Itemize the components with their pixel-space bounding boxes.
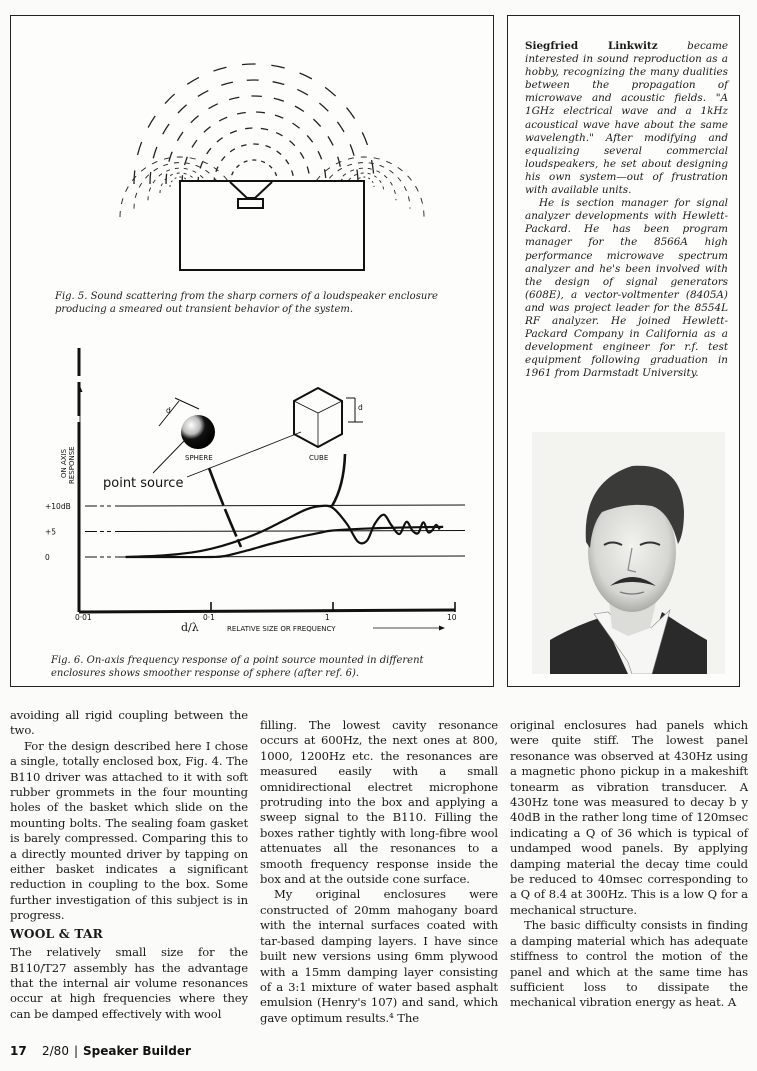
y-tick-label: 0 xyxy=(45,553,50,562)
x-tick-label: 1 xyxy=(325,613,330,622)
sphere-d-label: d xyxy=(166,406,171,415)
author-photo xyxy=(532,432,725,674)
cube-illustration xyxy=(294,388,363,462)
page-footer xyxy=(10,1044,191,1058)
loudspeaker-enclosure xyxy=(180,181,364,270)
reference-lines xyxy=(85,505,465,557)
fig5-caption: Fig. 5. Sound scattering from the sharp corners of a loudspeaker enclosure producing a smeared out transient behavior of the system. xyxy=(55,291,438,315)
y-label-line2: RESPONSE xyxy=(68,446,76,484)
driver-magnet xyxy=(238,199,263,208)
col1-paragraph-2: For the design described here I chose a single, totally enclosed box, Fig. 4. The B110 driver was attached to it with soft rubber grommets in the four mounting holes of the basket which slide on the mounting bolts. The sealing foam gasket is barely compressed. Comparing this to a directly mounted driver by tapping on either basket indicates a significant reduction in coupling to the box. Some further investigation of this subject is in progress. xyxy=(10,738,248,923)
sphere-icon xyxy=(181,415,215,449)
cube-label: CUBE xyxy=(309,454,329,462)
sphere-illustration xyxy=(159,398,215,462)
cube-pointer xyxy=(332,454,345,506)
page-number: 17 xyxy=(10,1044,27,1058)
figure-6 xyxy=(11,336,495,646)
wavefront-arc xyxy=(166,96,342,184)
issue-date: 2/80 xyxy=(42,1044,69,1058)
sphere-label: SPHERE xyxy=(185,454,213,462)
x-axis xyxy=(79,610,455,612)
bio-paragraph-2: He is section manager for signal analyzer developments with Hewlett-Packard. He has been program manager for the 8566A high performance microwave spectrum analyzer and he's been involved with the design of signal generators (608E), a vector-voltmenter (8405A) and was project leader for the 8554L RF analyzer. He joined Hewlett-Packard Company in California as a development engineer for r.f. test equipment following graduation in 1961 from Darmstadt University. xyxy=(525,197,728,380)
figure-5 xyxy=(11,16,495,336)
y-tick-label: +5 xyxy=(45,527,57,537)
point-source-label: point source xyxy=(103,476,184,491)
point-source-leader-sphere xyxy=(153,440,185,473)
x-label-text: RELATIVE SIZE OR FREQUENCY xyxy=(227,625,336,633)
wavefront-arc xyxy=(182,112,326,184)
author-bio-panel xyxy=(507,15,740,687)
y-label-line1: ON AXIS xyxy=(60,448,68,478)
x-tick-label: 0·1 xyxy=(203,613,215,622)
wavefront-arc xyxy=(134,64,374,184)
y-axis-label xyxy=(60,446,76,484)
footer-separator: | xyxy=(73,1044,78,1058)
col1-paragraph-1: avoiding all rigid coupling between the two. xyxy=(10,708,248,738)
article-column-2 xyxy=(260,718,498,1026)
author-name: Siegfried Linkwitz xyxy=(525,40,658,52)
figure-panel xyxy=(10,15,494,687)
section-heading: WOOL & TAR xyxy=(10,926,103,941)
fig5-diagram xyxy=(11,16,495,286)
x-tick-label: 0·01 xyxy=(75,613,92,622)
col3-paragraph-1: original enclosures had panels which were quite stiff. The lowest panel resonance was observed at 430Hz using a magnetic phono pickup in a makeshift tonearm as vibration transducer. A 430Hz tone was measured to decay b y 40dB in the rather long time of 120msec indicating a Q of 36 which is typical of undamped wood panels. By applying damping material the decay time could be reduced to 40msec corresponding to a Q of 8.4 at 300Hz. This is a low Q for a mechanical structure. xyxy=(510,718,748,917)
portrait-image xyxy=(532,432,725,674)
article-column-1 xyxy=(10,708,248,1022)
col2-paragraph-2: My original enclosures were constructed of 20mm mahogany board with the internal surfaces coated with tar-based damping layers. I have since built new versions using 6mm plywood with a 15mm damping layer consisting of a 3:1 mixture of water based asphalt emulsion (Henry's 107) and sand, which gave optimum results.⁴ The xyxy=(260,887,498,1025)
fig6-caption: Fig. 6. On-axis frequency response of a point source mounted in different enclosures shows smoother response of sphere (after ref. 6). xyxy=(51,655,424,679)
article-column-3 xyxy=(510,718,748,1011)
magazine-title: Speaker Builder xyxy=(83,1044,191,1058)
sphere-pointer xyxy=(209,468,241,547)
reference-line xyxy=(115,505,465,506)
author-bio xyxy=(525,40,728,380)
x-tick-label: 10 xyxy=(447,613,457,622)
bio-paragraph-1-text: became interested in sound reproduction as a hobby, recognizing the many dualities between the propagation of microwave and acoustic fields. "A 1GHz electrical wave and a 1kHz acoustical wave have about the same wavelength." After modifying and equalizing several commercial loudspeakers, he set about designing his own system—out of frustration with available units. xyxy=(525,40,728,197)
y-tick-labels xyxy=(45,502,71,562)
x-tick-labels xyxy=(75,613,457,622)
col1-paragraph-3: The relatively small size for the B110/T27 assembly has the advantage that the internal air volume resonances occur at high frequencies where they can be damped effectively with wool xyxy=(10,945,248,1021)
cube-d-label: d xyxy=(358,403,363,412)
y-tick-label: +10dB xyxy=(45,502,71,511)
bio-paragraph-1 xyxy=(525,40,728,197)
col3-paragraph-2: The basic difficulty consists in finding a damping material which has adequate stiffness to control the motion of the panel and which at the same time has sufficient loss to dissipate the mechanical vibration energy as heat. A xyxy=(510,918,748,1010)
x-arrow-head xyxy=(439,626,445,631)
col2-paragraph-1: filling. The lowest cavity resonance occurs at 600Hz, the next ones at 800, 1000, 1200Hz etc. the resonances are measured easily with a small omnidirectional electret microphone protruding into the box and applying a sweep signal to the B110. Filling the boxes rather tightly with long-fibre wool attenuates all the resonances to a smooth frequency response inside the box and at the outside cone surface. xyxy=(260,718,498,887)
x-label-symbol: d/λ xyxy=(181,621,199,634)
fig6-chart xyxy=(11,336,495,646)
cube-edges xyxy=(294,401,342,447)
